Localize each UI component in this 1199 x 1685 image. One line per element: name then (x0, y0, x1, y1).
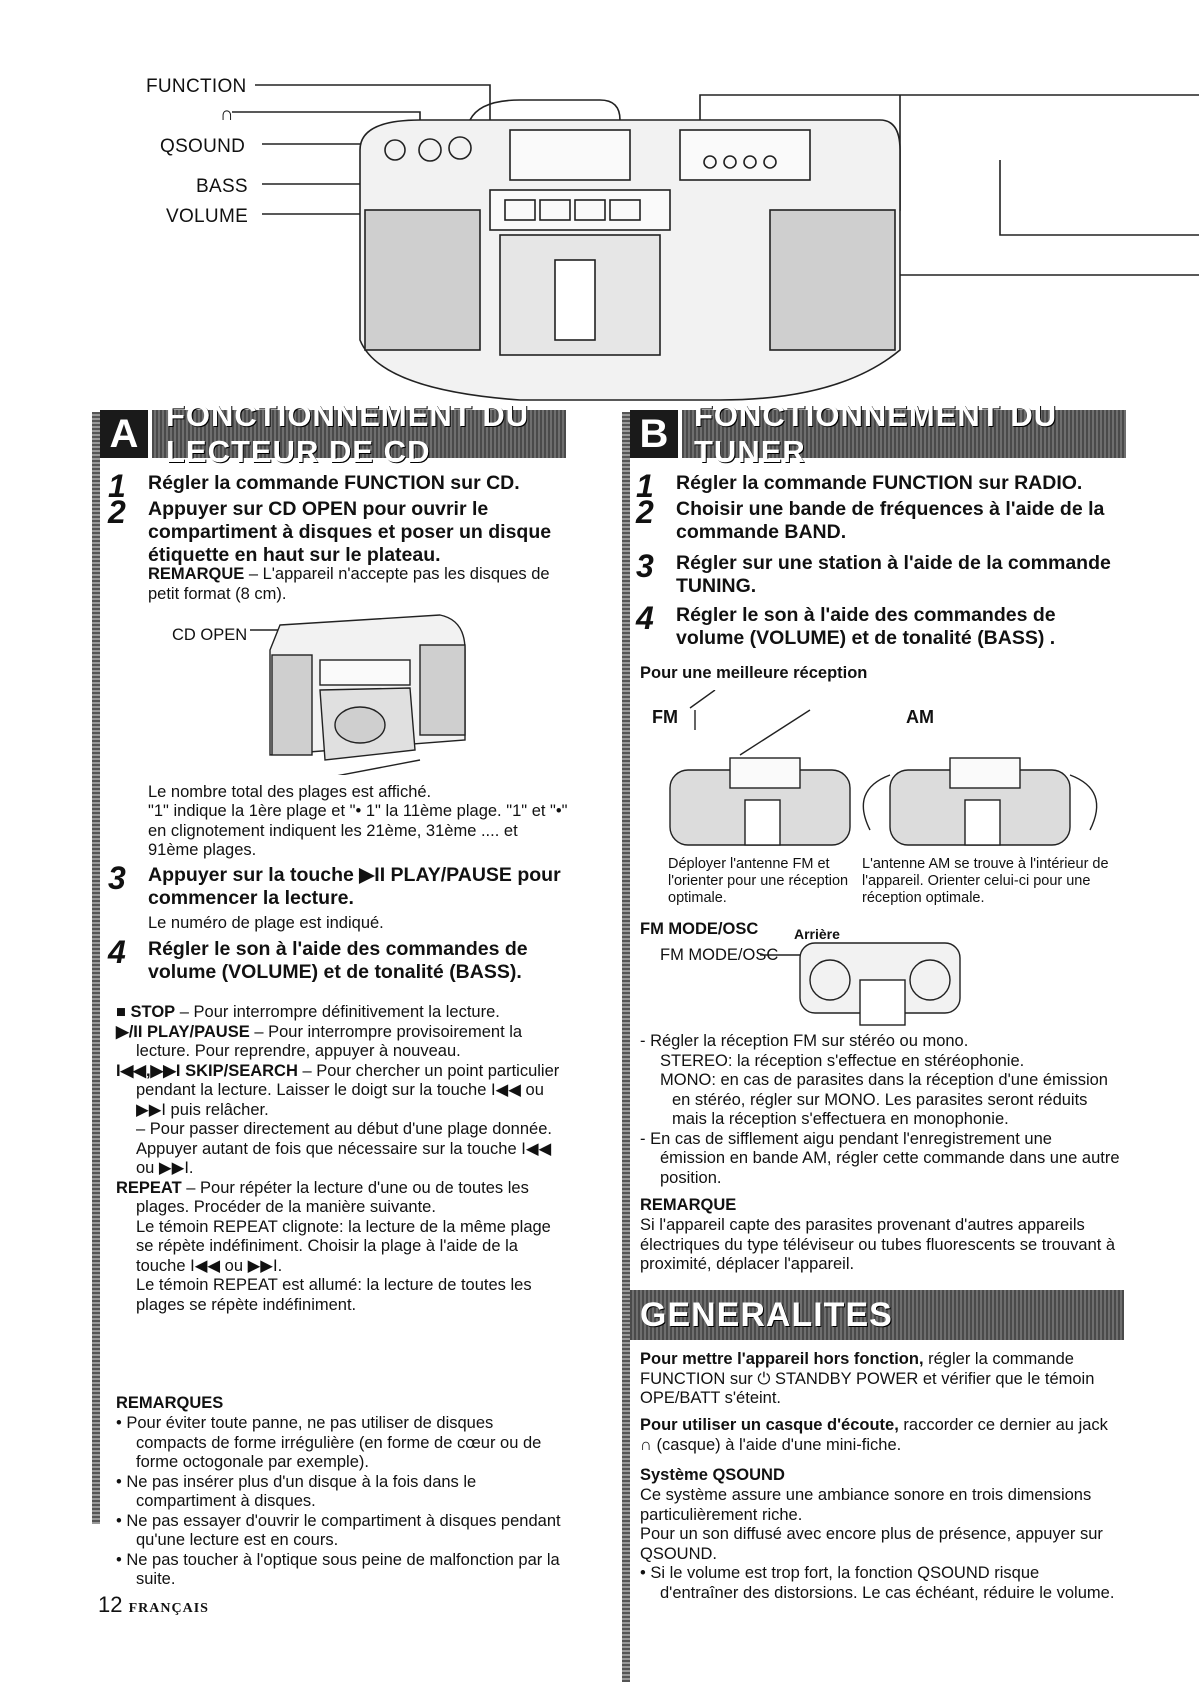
controls-list (116, 1003, 566, 1315)
section-a-sidebar-bar (92, 412, 100, 1524)
generalites-title: GENERALITES (630, 1290, 1124, 1340)
tracks-text-1: Le nombre total des plages est affiché. (148, 783, 432, 801)
generalites-p2: Pour utiliser un casque d'écoute, raccorder ce dernier au jack ∩ (casque) à l'aide d'une mini-fiche. (640, 1416, 1108, 1454)
step-text: Choisir une bande de fréquences à l'aide de la commande BAND. (676, 498, 1105, 543)
step-number: 1 (636, 468, 654, 504)
am-label: AM (906, 707, 934, 727)
step-text: Régler le son à l'aide des commandes de volume (VOLUME) et de tonalité (BASS). (148, 938, 528, 983)
section-b-sidebar-bar (622, 412, 630, 1682)
step-number: 3 (108, 860, 126, 896)
fm-label: FM (652, 707, 678, 727)
generalites-p1: Pour mettre l'appareil hors fonction, régler la commande FUNCTION sur ⏻ STANDBY POWER et vérifier que le témoin OPE/BATT s'éteint. (640, 1350, 1095, 1407)
remarque-text: – L'appareil n'accepte pas les disques de petit format (8 cm). (148, 565, 550, 603)
label-headphone: ∩ (220, 104, 234, 125)
step-number: 1 (108, 468, 126, 504)
remarque-label: REMARQUE (148, 565, 245, 583)
page-footer (98, 1592, 209, 1618)
step-text: Régler le son à l'aide des commandes de volume (VOLUME) et de tonalité (BASS) . (676, 604, 1056, 649)
fm-caption: Déployer l'antenne FM et l'orienter pour une réception optimale. (668, 856, 849, 906)
remarque-item: • Pour éviter toute panne, ne pas utiliser de disques compacts de forme irrégulière (en forme de cœur ou de forme octogonale par exemple). (116, 1414, 542, 1471)
section-b-step-3 (636, 548, 1116, 602)
section-b-title: FONCTIONNEMENT DU TUNER (682, 410, 1126, 458)
label-bass: BASS (196, 176, 248, 197)
rear-panel-illustration (760, 935, 970, 1030)
playpause-item: ▶/II PLAY/PAUSE – Pour interrompre provisoirement la lecture. Pour reprendre, appuyer à nouveau. (116, 1022, 523, 1060)
step-3-note: Le numéro de plage est indiqué. (148, 914, 384, 932)
repeat-item-2: Le témoin REPEAT clignote: la lecture de la même plage se répète indéfiniment. Choisir la plage à l'aide de la touche I◀◀ ou ▶▶I. (136, 1217, 551, 1275)
reception-title: Pour une meilleure réception (640, 664, 868, 682)
section-a-step-2 (108, 494, 563, 568)
section-b-step-2 (636, 494, 1116, 548)
section-a-letter: A (100, 410, 148, 458)
stop-item: ■ STOP – Pour interrompre définitivement la lecture. (116, 1003, 500, 1021)
page-language: FRANÇAIS (128, 1601, 209, 1616)
section-a-step-4 (108, 934, 563, 988)
tracks-text-2: "1" indique la 1ère plage et "• 1" la 11ème plage. "1" et "•" en clignotement indiquent les 21ème, 31ème .... et 91ème plages. (148, 802, 568, 859)
section-b-remarque-text: Si l'appareil capte des parasites provenant d'autres appareils électriques du type téléviseur ou tubes fluorescents se trouvant à proximité, déplacer l'appareil. (640, 1216, 1116, 1273)
label-function: FUNCTION (146, 76, 247, 97)
step-text: Appuyer sur la touche ▶II PLAY/PAUSE pour commencer la lecture. (148, 864, 561, 909)
remarque-item: • Ne pas essayer d'ouvrir le compartiment à disques pendant qu'une lecture est en cours. (116, 1511, 561, 1549)
section-a-remarque (148, 565, 563, 604)
remarques-title: REMARQUES (116, 1394, 224, 1412)
antenna-illustration (660, 690, 1130, 850)
fm-mode-text: - Régler la réception FM sur stéréo ou mono. STEREO: la réception s'effectue en stéréophonie. MONO: en cas de parasites dans la réception d'une émission en stéréo, régler sur MONO. Les parasites seront réduits mais la réception s'effectuera en monophonie. - En cas de sifflement aigu pendant l'enregistrement une émission en bande AM, régler cette commande dans une autre position. (640, 1032, 1120, 1187)
skip-item: I◀◀,▶▶I SKIP/SEARCH – Pour chercher un point particulier pendant la lecture. Laisser le doigt sur la touche I◀◀ ou ▶▶I puis relâcher. (116, 1061, 560, 1119)
skip-item-2: – Pour passer directement au début d'une plage donnée. Appuyer autant de fois que nécessaire sur la touche I◀◀ ou ▶▶I. (136, 1120, 552, 1177)
step-number: 4 (108, 934, 126, 970)
step-text: Régler la commande FUNCTION sur CD. (148, 472, 520, 494)
step-text: Régler la commande FUNCTION sur RADIO. (676, 472, 1083, 494)
fm-mode-title: FM MODE/OSC (640, 920, 759, 938)
label-qsound: QSOUND (160, 136, 246, 157)
step-text: Régler sur une station à l'aide de la commande TUNING. (676, 552, 1111, 597)
label-volume: VOLUME (166, 206, 249, 227)
repeat-item: REPEAT – Pour répéter la lecture d'une ou de toutes les plages. Procéder de la manière suivante. (116, 1178, 529, 1216)
remarque-item: • Ne pas insérer plus d'un disque à la fois dans le compartiment à disques. (116, 1472, 477, 1510)
fm-mode-label: FM MODE/OSC (660, 946, 779, 964)
am-caption: L'antenne AM se trouve à l'intérieur de l'appareil. Orienter celui-ci pour une réception optimale. (862, 856, 1109, 906)
section-b-letter: B (630, 410, 678, 458)
step-text: Appuyer sur CD OPEN pour ouvrir le compartiment à disques et poser un disque étiquette en haut sur le plateau. (148, 498, 552, 566)
qsound-title: Système QSOUND (640, 1466, 785, 1484)
section-b-step-4 (636, 600, 1116, 654)
section-a-title: FONCTIONNEMENT DU LECTEUR DE CD (152, 410, 566, 458)
repeat-item-3: Le témoin REPEAT est allumé: la lecture de toutes les plages se répète indéfiniment. (136, 1276, 532, 1314)
remarque-item: • Ne pas toucher à l'optique sous peine de malfonction par la suite. (116, 1550, 560, 1588)
step-number: 2 (636, 494, 654, 530)
cd-player-illustration (240, 610, 490, 775)
remarques-list (116, 1414, 566, 1590)
section-b-remarque-title: REMARQUE (640, 1196, 737, 1214)
page-number: 12 (98, 1592, 123, 1617)
cd-open-label: CD OPEN (172, 626, 248, 644)
arriere-label: Arrière (794, 926, 840, 942)
qsound-text: Ce système assure une ambiance sonore en trois dimensions particulièrement riche. Pour un son diffusé avec encore plus de présence, appuyer sur QSOUND. • Si le volume est trop fort, la fonction QSOUND risque d'entraîner des distorsions. Le cas échéant, réduire le volume. (640, 1486, 1115, 1602)
section-a-step-3 (108, 860, 563, 914)
boombox-illustration (0, 60, 1199, 420)
step-number: 3 (636, 548, 654, 584)
step-number: 4 (636, 600, 654, 636)
step-number: 2 (108, 494, 126, 530)
